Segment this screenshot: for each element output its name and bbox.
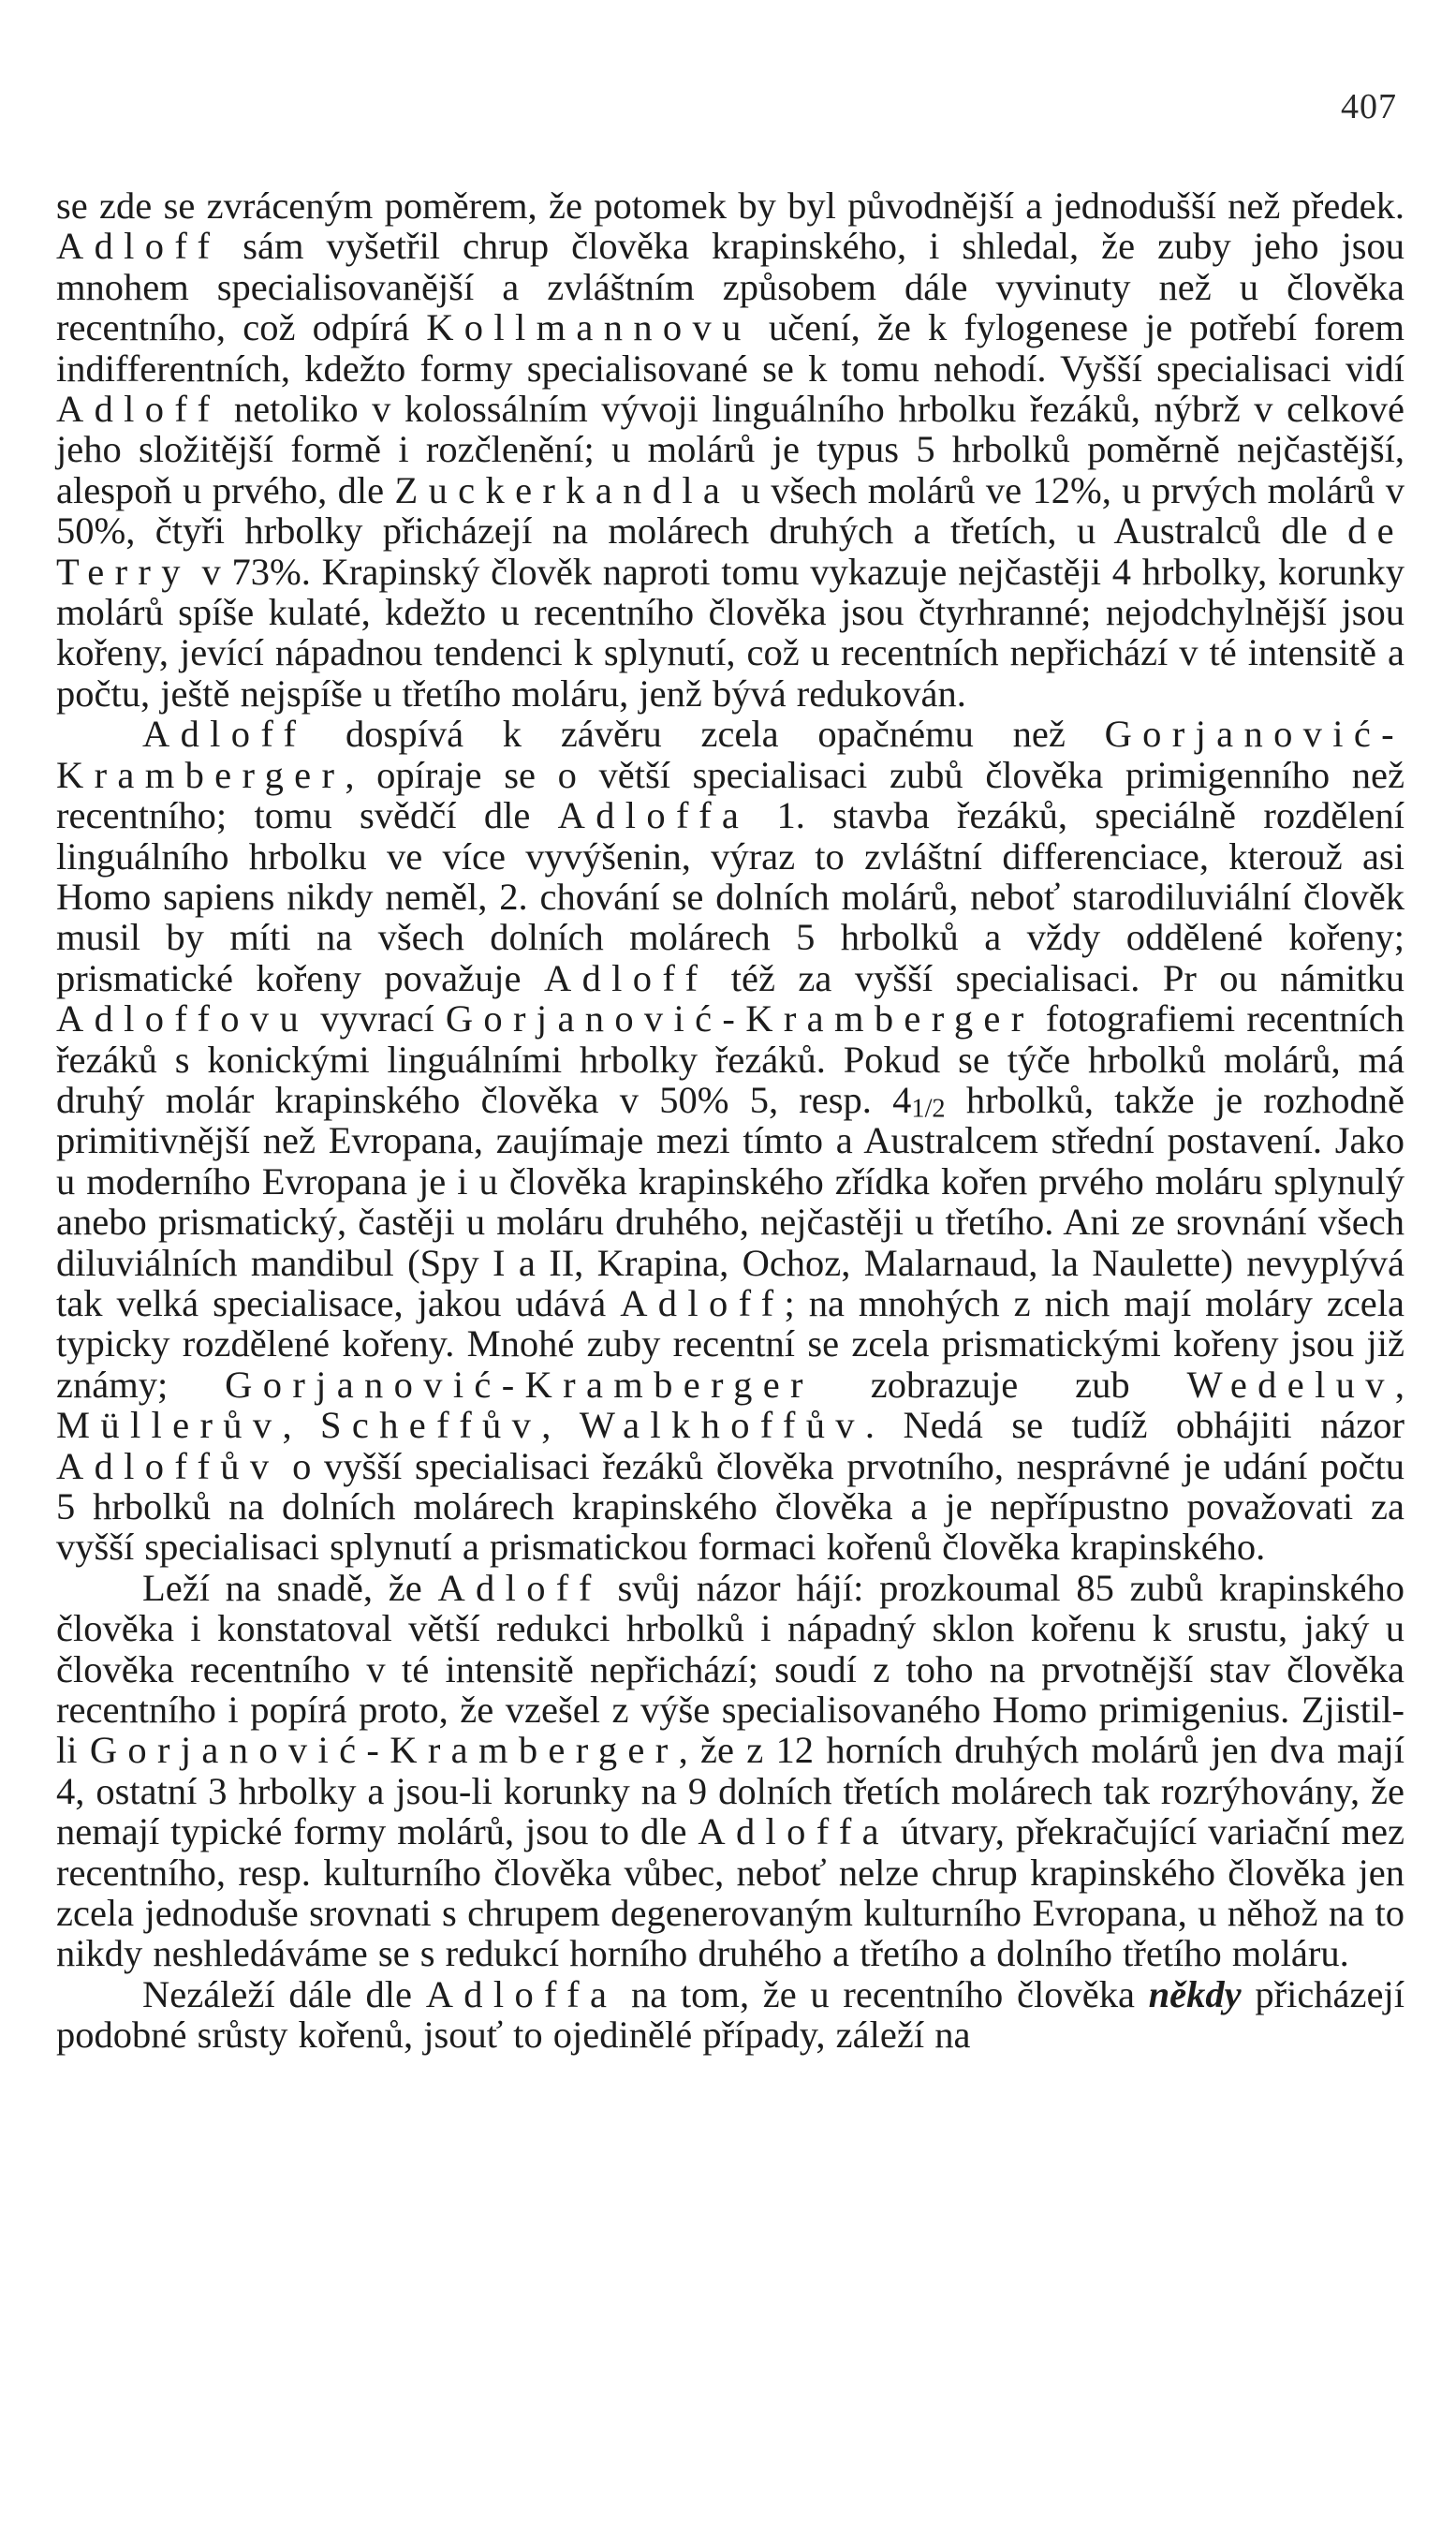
paragraph-3: [56, 1568, 1405, 1974]
text-run: Leží na snadě, že: [142, 1566, 438, 1609]
fraction: 1/2: [911, 1094, 946, 1124]
page-number: 407: [1341, 87, 1397, 126]
text-run: netoliko v kolossálním vývoji linguálního hrbolku řezáků, nýbrž v celkové jeho složitější formě i rozčlenění; u molárů je typus 5 hrbolků poměrně nejčastější, alespoň u prvého, dle: [56, 388, 1405, 511]
text-run: učení, že k fylogenese je potřebí forem indifferentních, kdežto formy specialisované se k tomu nehodí. Vyšší specialisaci vidí: [56, 306, 1405, 390]
author-name: Adloff: [620, 1281, 785, 1324]
text-run: dospívá k závěru zcela opačnému než: [306, 713, 1105, 756]
author-name: Müllerův: [56, 1404, 283, 1447]
author-name: Adloff: [56, 388, 221, 431]
text-run: v 73%. Krapinský člověk naproti tomu vykazuje nejčastěji 4 hrbolky, korunky molárů spíše kulaté, kdežto u recentního člověka jsou čtyrhranné; nejodchylnější jsou kořeny, jevící nápadnou tendenci k splynutí, což u recentních nepřichází v té intensitě a počtu, ještě nejspíše u třetího moláru, jenž bývá redukován.: [56, 550, 1405, 715]
author-name: Gorjanović-Kramberger: [89, 1729, 679, 1772]
body-text: [56, 185, 1405, 2056]
author-name: Zuckerkandla: [394, 468, 731, 511]
paragraph-1: [56, 185, 1405, 714]
text-run: též za vyšší specialisaci. Pr ou námitku: [708, 956, 1405, 999]
author-name: Adloffa: [698, 1810, 890, 1853]
text-run: . Nedá se tudíž obhájiti názor: [864, 1404, 1405, 1447]
text-run: vyvrací: [309, 997, 446, 1040]
text-run: ; na mnohých z nich mají moláry zcela typicky rozdělené kořeny. Mnohé zuby recentní se zcela prismatickými kořeny jsou již známy;: [56, 1281, 1405, 1406]
author-name: Adloff: [142, 713, 307, 756]
text-run: u všech molárů ve 12%, u prvých molárů v 50%, čtyři hrbolky přicházejí na molárech druhých a třetích, u Australců dle: [56, 468, 1405, 553]
text-run: ,: [1394, 1363, 1405, 1406]
author-name: Wedeluv: [1186, 1363, 1395, 1406]
author-name: Adloffův: [56, 1444, 280, 1487]
text-run: útvary, překračující variační mez recentního, resp. kulturního člověka vůbec, neboť nelze chrup krapinského člověka jen zcela jednoduše srovnati s chrupem degenerovaným kulturního Evropana, u něhož na to nikdy neshledáváme se s redukcí horního druhého a třetího a dolního třetího moláru.: [56, 1810, 1405, 1975]
author-name: Adloffa: [425, 1972, 618, 2015]
paragraph-2: [56, 714, 1405, 1568]
author-name: Gorjanović-Kramberger: [225, 1363, 814, 1406]
author-name: Adloffa: [557, 794, 750, 837]
text-run: svůj názor hájí: prozkoumal 85 zubů krapinského člověka i konstatoval větší redukci hrbolků i nápadný sklon kořenu k srustu, jaký u člověka recentního v té intensitě nepřichází; soudí z toho na prvotnější stav člověka recentního i popírá proto, že vzešel z výše specialisovaného Homo primigenius. Zjistil-li: [56, 1566, 1405, 1772]
author-name: Adloff: [56, 225, 221, 268]
author-name: Adloff: [437, 1566, 602, 1609]
text-run: ,: [282, 1404, 321, 1447]
text-run: na tom, že u recentního člověka: [617, 1972, 1149, 2015]
text-run: ,: [541, 1404, 580, 1447]
text-run: fotografiemi recentních řezáků s konickými linguálními hrbolky řezáků. Pokud se týče hrbolků molárů, má druhý molár krapinského člověka v 50% 5, resp. 4: [56, 997, 1405, 1121]
author-name: Gorjanović-Kramberger: [445, 997, 1035, 1040]
text-run: Nezáleží dále dle: [142, 1972, 426, 2015]
text-run: zobrazuje zub: [813, 1363, 1187, 1406]
text-run: hrbolků, takže je rozhodně primitivnější než Evropana, zaujímaje mezi tímto a Australcem střední postavení. Jako u moderního Evropana je i u člověka krapinského zřídka kořen prvého moláru splynulý anebo prismatický, častěji u moláru druhého, nejčastěji u třetího. Ani ze srovnání všech diluviálních mandibul (Spy I a II, Krapina, Ochoz, Malarnaud, la Naulette) nevyplývá tak velká specialisace, jakou udává: [56, 1078, 1405, 1324]
author-name: Scheffův: [320, 1404, 542, 1447]
text-run: sám vyšetřil chrup člověka krapinského, i shledal, že zuby jeho jsou mnohem specialisovanější a zvláštním způsobem dále vyvinuty než u člověka recentního, což odpírá: [56, 225, 1405, 349]
author-name: Adloffovu: [56, 997, 310, 1040]
author-name: de Terry: [56, 509, 1405, 593]
text-run: , že z 12 horních druhých molárů jen dva mají 4, ostatní 3 hrbolky a jsou-li korunky na 9 dolních třetích molárech tak rozrýhovány, že nemají typické formy molárů, jsou to dle: [56, 1729, 1405, 1853]
text-run: se zde se zvráceným poměrem, že potomek by byl původnější a jednodušší než předek.: [56, 184, 1405, 227]
text-run: o vyšší specialisaci řezáků člověka prvotního, nesprávné je udání počtu 5 hrbolků na dolních molárech krapinského člověka a je nepřípustno považovati za vyšší specialisaci splynutí a prismatickou formaci kořenů člověka krapinského.: [56, 1444, 1405, 1569]
emphasis: někdy: [1148, 1972, 1242, 2015]
paragraph-4: [56, 1974, 1405, 2056]
author-name: Kollmannovu: [426, 306, 752, 349]
author-name: Walkhoffův: [579, 1404, 865, 1447]
text-run: 1. stavba řezáků, speciálně rozdělení linguálního hrbolku ve více vyvýšenin, výraz to zvláštní differenciace, kterouž asi Homo sapiens nikdy neměl, 2. chování se dolních molárů, neboť starodiluviální člověk musil by míti na všech dolních molárech 5 hrbolků a vždy oddělené kořeny; prismatické kořeny považuje: [56, 794, 1405, 999]
text-run: , opíraje se o větší specialisaci zubů člověka primigenního než recentního; tomu svědčí dle: [56, 753, 1405, 837]
text-run: přicházejí podobné srůsty kořenů, jsouť to ojedinělé případy, záleží na: [56, 1972, 1405, 2057]
author-name: Adloff: [543, 956, 709, 999]
author-name: Gorjanović-Kramberger: [56, 713, 1405, 796]
